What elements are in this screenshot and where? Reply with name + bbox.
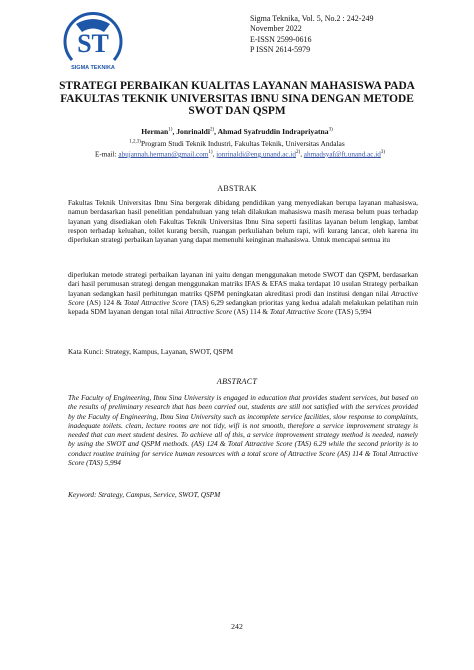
page-number: 242 — [231, 622, 243, 631]
author-list — [30, 127, 444, 136]
journal-info — [250, 14, 373, 56]
abstrak-paragraph-2 — [68, 270, 418, 316]
affiliation — [30, 139, 444, 148]
abstrak-italic-term: Atractive Score — [68, 288, 418, 307]
journal-logo — [58, 10, 128, 72]
abstract-keywords: Keyword: Strategy, Campus, Service, SWOT, QSPM — [68, 490, 221, 499]
author-1-sup: 1) — [168, 127, 173, 133]
logo-ring-text: SIGMA TEKNIKA — [71, 65, 115, 71]
abstrak-text: (AS) 124 & — [84, 297, 125, 307]
email-link-2[interactable]: jonrinaldi@eng.unand.ac.id — [216, 150, 297, 159]
affiliation-text: Program Studi Teknik Industri, Fakultas Teknik, Universitas Andalas — [140, 139, 345, 148]
abstrak-text: (AS) 114 & — [232, 307, 270, 317]
email-line — [22, 150, 458, 158]
email-link-1[interactable]: abujannah.herman@gmail.com — [118, 150, 209, 159]
abstrak-italic-term: Total Attractive Score — [124, 297, 189, 307]
abstrak-heading: ABSTRAK — [217, 184, 257, 193]
author-2-sup: 2) — [210, 127, 215, 133]
abstrak-italic-term: Attractive Score — [185, 307, 233, 317]
email-1-sup: 1) — [208, 150, 213, 155]
abstract-heading: ABSTRACT — [216, 377, 258, 386]
affiliation-sup: 1,2,3) — [129, 139, 141, 145]
email-3-sup: 3) — [380, 150, 386, 155]
logo-letters: ST — [77, 29, 109, 58]
abstrak-text: (TAS) 5,994 — [333, 307, 372, 317]
sigma-teknika-logo-icon — [58, 10, 128, 72]
email-label: E-mail: — [94, 150, 119, 159]
title-line-3: SWOT DAN QSPM — [188, 105, 286, 118]
abstrak-text: (TAS) 6,29 sedangkan prioritas yang kedua adalah melakukan pelatihan ruin kepada SDM layanan dengan total nilai — [68, 297, 418, 317]
title-line-1: STRATEGI PERBAIKAN KUALITAS LAYANAN MAHASISWA PADA — [59, 80, 415, 92]
author-2: Jonrinaldi — [176, 127, 210, 136]
abstrak-italic-term: Total Attractive Score — [269, 307, 334, 317]
author-separator: , — [172, 127, 177, 136]
title-line-2: FAKULTAS TEKNIK UNIVERSITAS IBNU SINA DENGAN METODE — [60, 92, 414, 105]
abstrak-paragraph-1: Fakultas Teknik Universitas Ibnu Sina bergerak dibidang pendidikan yang menyediakan berupa layanan mahasiswa, namun berdasarkan hasil penelitian pendahuluan yang telah dilakukan mahasiswa masih merasa belum puas terhadap layanan yang disediakan oleh Fakultas Teknik Universitas Ibnu Sina seperti fasilitas layanan belum lengkap, lambat respon terhadap keluahan, toilet kurang bersih, ruangan perkuliahan belum rapi, wifi kurang lancar, oleh karena itu diperlukan strategi perbaikan layanan yang dapat memenuhi keinginan mahasiswa. Untuk mencapai semua itu — [68, 198, 418, 245]
abstract-paragraph: The Faculty of Engineering, Ibnu Sina University is engaged in education that provides student services, but based on the results of preliminary research that has been carried out, students are still not satisfied with the services provided by the Faculty of Engineering, Ibnu Sina University such as incomplete service facilities, slow response to complaints, inadequate toilets. clean, lecture rooms are not tidy, wifi is not smooth, therefore a service improvement strategy is needed that can meet student desires. To achieve all of this, a service improvement strategy method is needed, namely by using the SWOT and QSPM methods. (AS) 124 & Total Attractive Score (TAS) 6.29 while the second priority is to conduct routine training for service human resources with a total score of Attractive Score (AS) 114 & Total Attractive Score (TAS) 5,994 — [68, 393, 418, 468]
kata-kunci: Kata Kunci: Strategy, Kampus, Layanan, SWOT, QSPM — [68, 347, 234, 356]
author-3-sup: 3) — [328, 127, 333, 133]
email-link-3[interactable]: ahmadsyaf@ft.unand.ac.id — [303, 150, 381, 159]
paper-title — [40, 80, 434, 118]
journal-volume: Sigma Teknika, Vol. 5, No.2 : 242-249 — [250, 14, 374, 23]
email-2-sup: 2) — [296, 150, 301, 155]
journal-date: November 2022 — [250, 24, 302, 34]
journal-pissn: P ISSN 2614-5979 — [250, 45, 311, 55]
author-3: Ahmad Syafruddin Indrapriyatna — [217, 127, 329, 136]
author-separator: , — [214, 127, 218, 136]
journal-eissn: E-ISSN 2599-0616 — [250, 34, 312, 44]
abstrak-text: diperlukan metode strategi perbaikan layanan ini yaitu dengan menggunakan metode SWOT dan QSPM, berdasarkan dari hasil perumusan strategi dengan menggunakan matriks IFAS & EFAS maka terdapat 10 usulan Strategy perbaikan layanan sedangkan hasil perhitungan matriks QSPM peningkatan akreditasi prodi dan institusi dengan nilai — [68, 270, 418, 298]
email-separator: , — [212, 150, 217, 159]
author-1: Herman — [141, 127, 169, 136]
email-separator: , — [300, 150, 304, 159]
